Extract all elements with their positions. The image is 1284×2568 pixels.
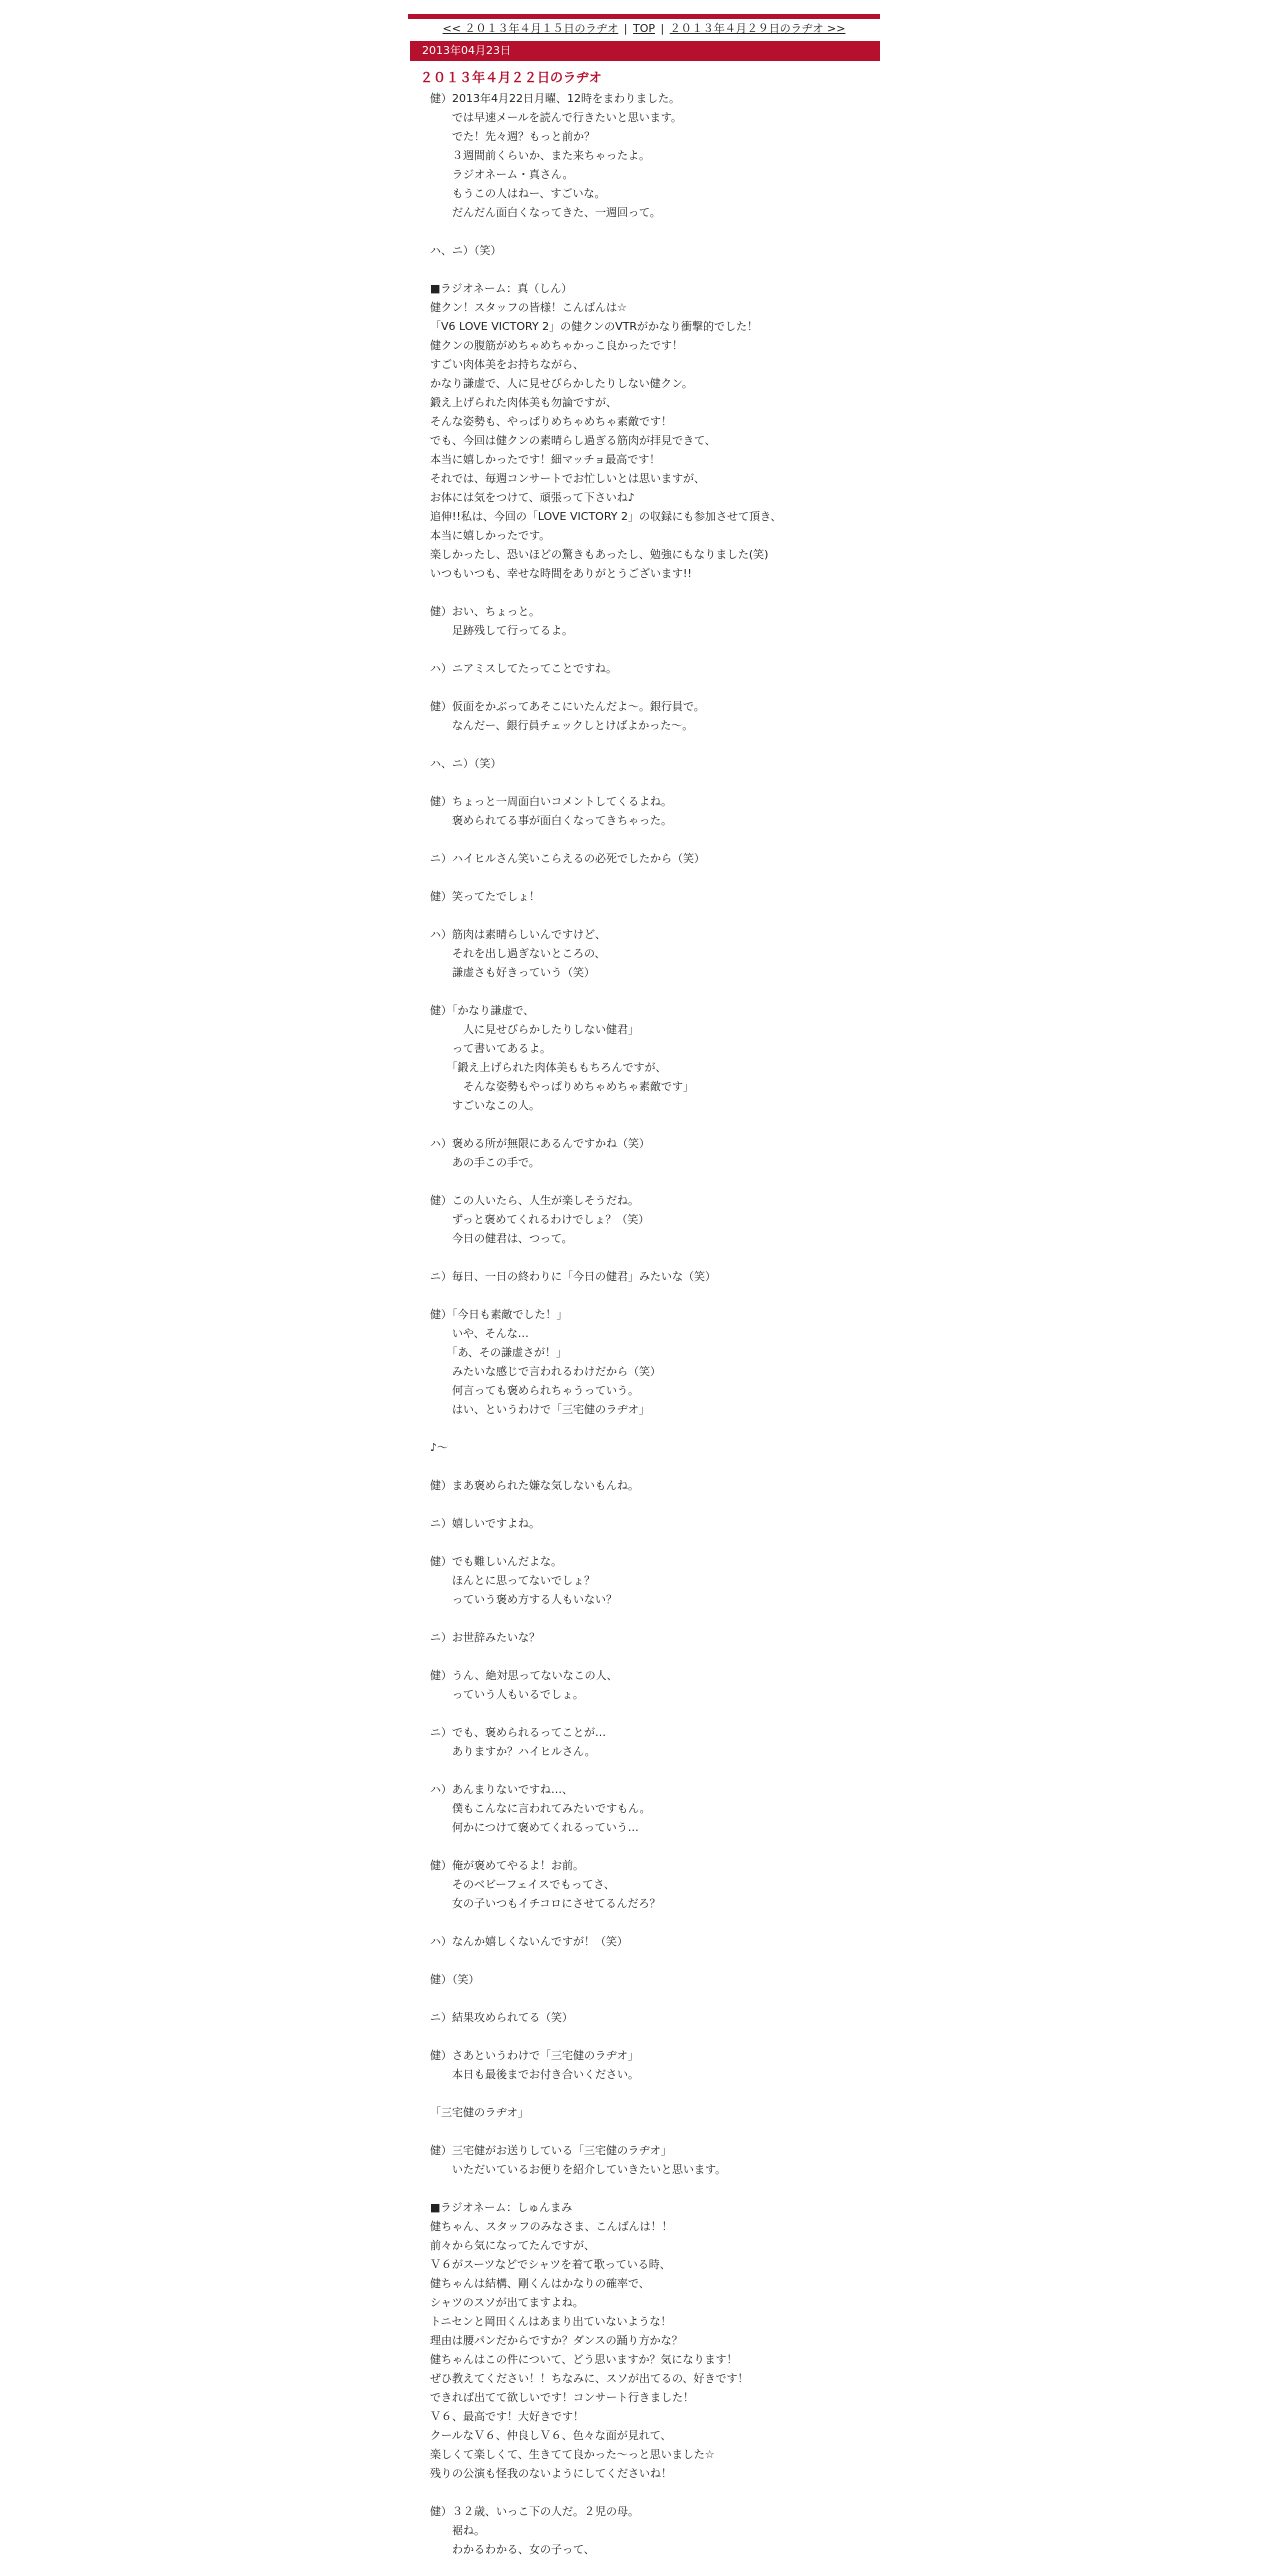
transcript-line: 健ちゃん、スタッフのみなさま、こんばんは！！ — [430, 2220, 673, 2233]
transcript-line: ニ）毎日、一日の終わりに「今日の健君」みたいな（笑） — [430, 1270, 716, 1283]
transcript-line: ハ）ニアミスしてたってことですね。 — [430, 662, 617, 675]
top-link[interactable]: TOP — [632, 22, 655, 35]
transcript-line — [430, 2027, 880, 2046]
transcript-line: って書いてあるよ。 — [430, 1042, 551, 1055]
transcript-line: トニセンと岡田くんはあまり出ていないような！ — [430, 2315, 672, 2328]
transcript-line: なんだー、銀行員チェックしとけばよかった～。 — [430, 719, 694, 732]
transcript-line — [430, 1115, 880, 1134]
transcript-line: 楽しくて楽しくて、生きてて良かった～っと思いました☆ — [430, 2448, 715, 2461]
transcript-line — [430, 1172, 880, 1191]
transcript-line — [430, 2483, 880, 2502]
transcript-line: Ｖ６、最高です！大好きです！ — [430, 2410, 584, 2423]
transcript-line: 健）仮面をかぶってあそこにいたんだよ～。銀行員で。 — [430, 700, 705, 713]
transcript-line: 健ちゃんはこの件について、どう思いますか？気になります！ — [430, 2353, 738, 2366]
transcript-line: 健）でも難しいんだよな。 — [430, 1555, 562, 1568]
transcript-line — [430, 1419, 880, 1438]
transcript-line — [430, 1761, 880, 1780]
transcript-line: みたいな感じで言われるわけだから（笑） — [430, 1365, 661, 1378]
transcript-line — [430, 1457, 880, 1476]
transcript-line — [430, 1495, 880, 1514]
transcript-line: 健）「今日も素敵でした！」 — [430, 1308, 568, 1321]
transcript-line: クールなＶ６、仲良しＶ６、色々な面が見れて、 — [430, 2429, 672, 2442]
transcript-line — [430, 830, 880, 849]
transcript-line: すごいなこの人。 — [430, 1099, 540, 1112]
transcript-line: ハ、ニ）（笑） — [430, 757, 502, 770]
transcript-line: 健クン！スタッフの皆様！こんばんは☆ — [430, 301, 627, 314]
transcript-line: 「三宅健のラヂオ」 — [430, 2106, 529, 2119]
transcript-line: もうこの人はねー、すごいな。 — [430, 187, 606, 200]
transcript-line: でた！先々週？もっと前か？ — [430, 130, 595, 143]
transcript-line: 健）まあ褒められた嫌な気しないもんね。 — [430, 1479, 639, 1492]
transcript-line: Ｖ６がスーツなどでシャツを着て歌っている時、 — [430, 2258, 671, 2271]
transcript-line — [430, 260, 880, 279]
transcript-line: それを出し過ぎないところの、 — [430, 947, 606, 960]
transcript-line — [430, 1989, 880, 2008]
transcript-line: それでは、毎週コンサートでお忙しいとは思いますが、 — [430, 472, 705, 485]
transcript-line: ニ）結果攻められてる（笑） — [430, 2011, 573, 2024]
transcript-line — [430, 1609, 880, 1628]
transcript-line: ニ）ハイヒルさん笑いこらえるの必死でしたから（笑） — [430, 852, 705, 865]
transcript-line: そんな姿勢も、やっぱりめちゃめちゃ素敵です！ — [430, 415, 672, 428]
transcript-line: 女の子いつもイチコロにさせてるんだろ？ — [430, 1897, 661, 1910]
transcript-line: 本日も最後までお付き合いください。 — [430, 2068, 639, 2081]
transcript-line: 理由は腰パンだからですか？ダンスの踊り方かな？ — [430, 2334, 683, 2347]
transcript-line: でも、今回は健クンの素晴らし過ぎる筋肉が拝見できて、 — [430, 434, 716, 447]
transcript-line — [430, 2084, 880, 2103]
transcript-line: すごい肉体美をお持ちながら、 — [430, 358, 584, 371]
transcript-line: 健）2013年4月22日月曜、12時をまわりました。 — [430, 92, 680, 105]
nav-separator: | — [660, 22, 665, 35]
transcript-line: できれば出てて欲しいです！コンサート行きました！ — [430, 2391, 694, 2404]
transcript-line — [430, 735, 880, 754]
transcript-line: 健ちゃんは結構、剛くんはかなりの確率で、 — [430, 2277, 650, 2290]
transcript-line: 謙虚さも好きっていう（笑） — [430, 966, 595, 979]
transcript-line: 足跡残して行ってるよ。 — [430, 624, 573, 637]
transcript-line: 健）おい、ちょっと。 — [430, 605, 540, 618]
transcript-line: っていう人もいるでしょ。 — [430, 1688, 584, 1701]
transcript-line — [430, 1248, 880, 1267]
transcript-line — [430, 868, 880, 887]
transcript-line: いつもいつも、幸せな時間をありがとうございます!! — [430, 567, 692, 580]
transcript-line: ぜひ教えてください！！ちなみに、スソが出てるの、好きです！ — [430, 2372, 749, 2385]
transcript-line: 追伸!!私は、今回の「LOVE VICTORY 2」の収録にも参加させて頂き、 — [430, 510, 782, 523]
transcript-line: 楽しかったし、恐いほどの驚きもあったし、勉強にもなりました(笑) — [430, 548, 769, 561]
transcript-line: ハ）褒める所が無限にあるんですかね（笑） — [430, 1137, 650, 1150]
transcript-line: そのベビーフェイスでもってさ、 — [430, 1878, 615, 1891]
transcript-line: ニ）嬉しいですよね。 — [430, 1517, 540, 1530]
transcript-line: 本当に嬉しかったです！細マッチョ最高です！ — [430, 453, 661, 466]
transcript-line: 健クンの腹筋がめちゃめちゃかっこ良かったです！ — [430, 339, 683, 352]
transcript-line — [430, 1533, 880, 1552]
transcript-line: 僕もこんなに言われてみたいですもん。 — [430, 1802, 651, 1815]
next-entry-link[interactable]: ２０１３年４月２９日のラヂオ >> — [669, 22, 846, 35]
transcript-line: ありますか？ハイヒルさん。 — [430, 1745, 596, 1758]
transcript-line: 健）うん、絶対思ってないなこの人、 — [430, 1669, 618, 1682]
prev-entry-link[interactable]: << ２０１３年４月１５日のラヂオ — [442, 22, 619, 35]
transcript-line: ニ）お世辞みたいな？ — [430, 1631, 540, 1644]
transcript-line — [430, 1286, 880, 1305]
transcript-line: 本当に嬉しかったです。 — [430, 529, 551, 542]
transcript-line: 健）三宅健がお送りしている「三宅健のラヂオ」 — [430, 2144, 672, 2157]
entry-body — [430, 89, 880, 2559]
transcript-line — [430, 640, 880, 659]
transcript-line — [430, 1913, 880, 1932]
transcript-line: ■ラジオネーム：真（しん） — [430, 282, 573, 295]
transcript-line: ずっと褒めてくれるわけでしょ？（笑） — [430, 1213, 650, 1226]
transcript-line: はい、というわけで「三宅健のラヂオ」 — [430, 1403, 650, 1416]
entry-date-bar: 2013年04月23日 — [410, 41, 880, 61]
entry-title: ２０１３年４月２２日のラヂオ — [420, 71, 602, 86]
transcript-line: あの手この手で。 — [430, 1156, 540, 1169]
transcript-line: いや、そんな… — [430, 1327, 529, 1340]
transcript-line: 褒められてる事が面白くなってきちゃった。 — [430, 814, 672, 827]
transcript-line: 健）３２歳、いっこ下の人だ。２児の母。 — [430, 2505, 639, 2518]
transcript-line — [430, 2122, 880, 2141]
transcript-line: 健）さあというわけで「三宅健のラヂオ」 — [430, 2049, 639, 2062]
transcript-line — [430, 1647, 880, 1666]
page-container — [408, 14, 880, 2559]
transcript-line: 人に見せびらかしたりしない健君」 — [430, 1023, 639, 1036]
transcript-line — [430, 982, 880, 1001]
transcript-line: 健）（笑） — [430, 1973, 480, 1986]
transcript-line — [430, 1837, 880, 1856]
entry-navigation — [408, 19, 880, 41]
transcript-line: 「あ、その謙虚さが！」 — [430, 1346, 568, 1359]
transcript-line: かなり謙虚で、人に見せびらかしたりしない健クン。 — [430, 377, 693, 390]
transcript-line: 裾ね。 — [430, 2524, 485, 2537]
transcript-line: 「鍛え上げられた肉体美ももちろんですが、 — [430, 1061, 667, 1074]
transcript-line: だんだん面白くなってきた、一週回って。 — [430, 206, 661, 219]
transcript-line: ♪～ — [430, 1441, 449, 1454]
transcript-line: ハ）筋肉は素晴らしいんですけど、 — [430, 928, 606, 941]
transcript-line: いただいているお便りを紹介していきたいと思います。 — [430, 2163, 727, 2176]
transcript-line: 「V6 LOVE VICTORY 2」の健クンのVTRがかなり衝撃的でした！ — [430, 320, 759, 333]
transcript-line: ■ラジオネーム：しゅんまみ — [430, 2201, 573, 2214]
transcript-line — [430, 906, 880, 925]
transcript-line: 鍛え上げられた肉体美も勿論ですが、 — [430, 396, 617, 409]
transcript-line: ハ）あんまりないですね…、 — [430, 1783, 573, 1796]
transcript-line: っていう褒め方する人もいない？ — [430, 1593, 617, 1606]
transcript-line: 健）俺が褒めてやるよ！お前。 — [430, 1859, 584, 1872]
transcript-line: ラジオネーム・真さん。 — [430, 168, 574, 181]
transcript-line: わかるわかる、女の子って、 — [430, 2543, 595, 2556]
transcript-line: 健）笑ってたでしょ！ — [430, 890, 540, 903]
transcript-line: ハ、ニ）（笑） — [430, 244, 502, 257]
transcript-line — [430, 773, 880, 792]
transcript-line — [430, 222, 880, 241]
transcript-line: ニ）でも、褒められるってことが… — [430, 1726, 606, 1739]
transcript-line — [430, 678, 880, 697]
nav-separator: | — [623, 22, 628, 35]
transcript-line: 前々から気になってたんですが、 — [430, 2239, 595, 2252]
transcript-line: お体には気をつけて、頑張って下さいね♪ — [430, 491, 635, 504]
transcript-line: 健）「かなり謙虚で、 — [430, 1004, 535, 1017]
transcript-line: 健）ちょっと一周面白いコメントしてくるよね。 — [430, 795, 672, 808]
transcript-line: 何かにつけて褒めてくれるっていう… — [430, 1821, 639, 1834]
transcript-line: シャツのスソが出てますよね。 — [430, 2296, 584, 2309]
transcript-line: そんな姿勢もやっぱりめちゃめちゃ素敵です」 — [430, 1080, 694, 1093]
transcript-line: ハ）なんか嬉しくないんですが！（笑） — [430, 1935, 628, 1948]
transcript-line: ほんとに思ってないでしょ？ — [430, 1574, 595, 1587]
transcript-line: 健）この人いたら、人生が楽しそうだね。 — [430, 1194, 639, 1207]
transcript-line: 今日の健君は、つって。 — [430, 1232, 573, 1245]
transcript-line: では早速メールを読んで行きたいと思います。 — [430, 111, 682, 124]
transcript-line: ３週間前くらいか、また来ちゃったよ。 — [430, 149, 650, 162]
transcript-line: 残りの公演も怪我のないようにしてくださいね！ — [430, 2467, 672, 2480]
transcript-line — [430, 1704, 880, 1723]
transcript-line: 何言っても褒められちゃうっていう。 — [430, 1384, 639, 1397]
transcript-line — [430, 2179, 880, 2198]
transcript-line — [430, 1951, 880, 1970]
transcript-line — [430, 583, 880, 602]
